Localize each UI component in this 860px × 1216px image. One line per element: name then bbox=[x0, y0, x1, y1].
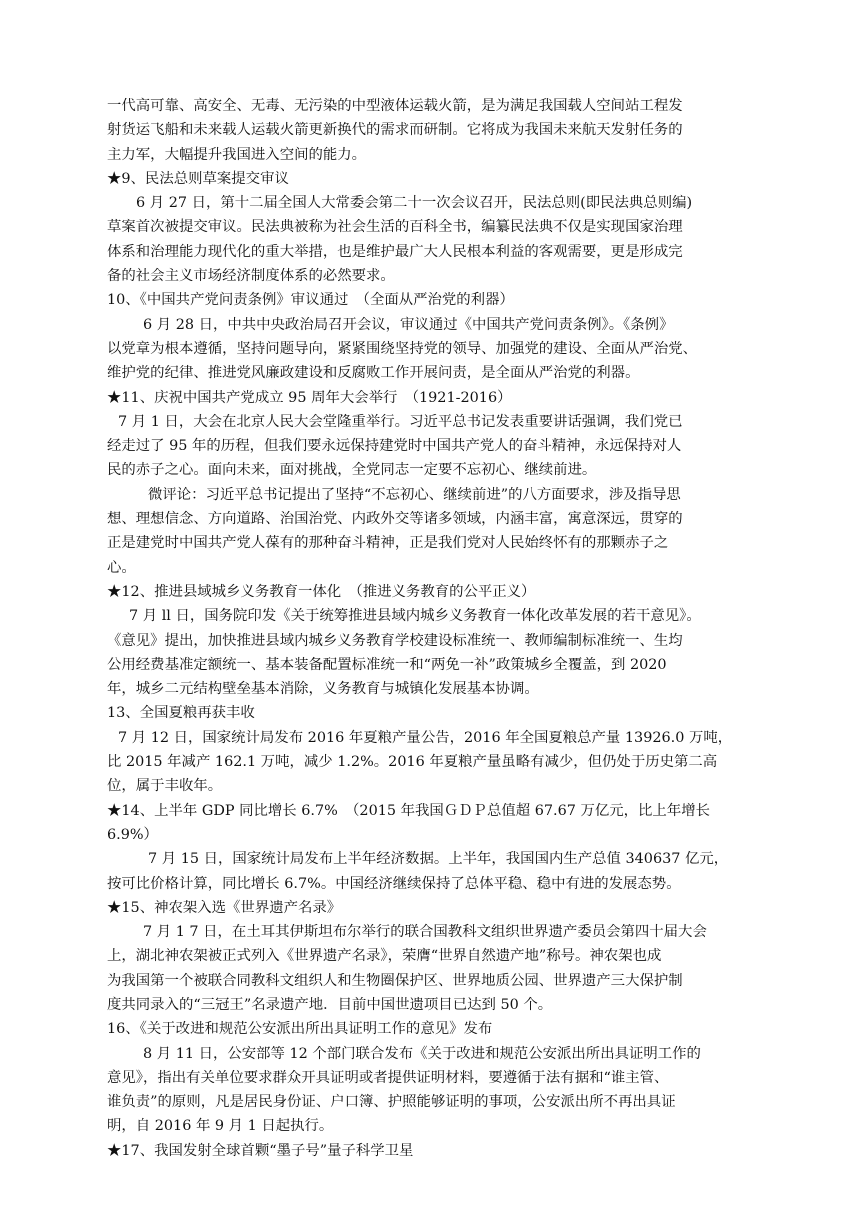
text-line: 一代高可靠、高安全、无毒、无污染的中型液体运载火箭，是为满足我国载人空间站工程发 bbox=[107, 98, 683, 114]
text-line: 《意见》提出，加快推进县域内城乡义务教育学校建设标准统一、教师编制标准统一、生均 bbox=[107, 632, 683, 649]
text-line: 经走过了 95 年的历程，但我们要永远保持建党时中国共产党人的奋斗精神，永远保持对人 bbox=[107, 438, 682, 455]
text-line: 7 月 1 7 日，在土耳其伊斯坦布尔举行的联合国教科文组织世界遗产委员会第四十届大会 bbox=[143, 924, 707, 941]
section-heading: ★12、推进县域城乡义务教育一体化 （推进义务教育的公平正义） bbox=[107, 583, 536, 600]
text-line: 心。 bbox=[107, 559, 136, 576]
text-line: 民的赤子之心。面向未来，面对挑战，全党同志一定要不忘初心、继续前进。 bbox=[107, 462, 597, 479]
document-body bbox=[107, 94, 757, 1163]
text-line: 7 月 15 日，国家统计局发布上半年经济数据。上半年，我国国内生产总值 340637 亿元， bbox=[148, 851, 729, 868]
text-line: 草案首次被提交审议。民法典被称为社会生活的百科全书，编纂民法典不仅是实现国家治理 bbox=[107, 219, 683, 236]
text-line: 比 2015 年减产 162.1 万吨，减少 1.2%。2016 年夏粮产量虽略有减少，但仍处于历史第二高 bbox=[107, 754, 718, 771]
text-line: 意见》，指出有关单位要求群众开具证明或者提供证明材料，要遵循于法有据和“谁主管、 bbox=[107, 1069, 669, 1086]
section-heading: ★11、庆祝中国共产党成立 95 周年大会举行 （1921-2016） bbox=[107, 389, 512, 406]
text-line: 7 月 ll 日，国务院印发《关于统筹推进县域内城乡义务教育一体化改革发展的若干意见》。 bbox=[129, 608, 701, 625]
text-line: 7 月 1 日，大会在北京人民大会堂隆重举行。习近平总书记发表重要讲话强调，我们党已 bbox=[118, 413, 683, 430]
text-line: 6 月 28 日，中共中央政治局召开会议，审议通过《中国共产党问责条例》。《条例》 bbox=[143, 316, 674, 333]
text-line: 年，城乡二元结构壁垒基本消除，义务教育与城镇化发展基本协调。 bbox=[107, 681, 539, 698]
text-line: 6.9%） bbox=[107, 826, 158, 843]
text-line: 为我国第一个被联合同教科文组织人和生物圈保护区、世界地质公园、世界遗产三大保护制 bbox=[107, 972, 683, 989]
text-line: 6 月 27 日，第十二届全国人大常委会第二十一次会议召开，民法总则(即民法典总则编) bbox=[136, 195, 693, 212]
text-line: 维护党的纪律、推进党风廉政建设和反腐败工作开展问责，是全面从严治党的利器。 bbox=[107, 365, 640, 382]
section-heading: ★9、民法总则草案提交审议 bbox=[107, 170, 289, 187]
text-line: 以党章为根本遵循，坚持问题导向，紧紧围绕坚持党的领导、加强党的建设、全面从严治党、 bbox=[107, 340, 698, 357]
text-line: 7 月 12 日，国家统计局发布 2016 年夏粮产量公告，2016 年全国夏粮总产量 13926.0 万吨， bbox=[118, 729, 733, 746]
text-line: 谁负责”的原则，凡是居民身份证、户口簿、护照能够证明的事项，公安派出所不再出具证 bbox=[107, 1094, 676, 1111]
text-line: 备的社会主义市场经济制度体系的必然要求。 bbox=[107, 268, 395, 285]
section-heading: 10、《中国共产党问责条例》审议通过 （全面从严治党的利器） bbox=[107, 292, 514, 309]
text-line: 想、理想信念、方向道路、治国治党、内政外交等诸多领域，内涵丰富，寓意深远，贯穿的 bbox=[107, 511, 683, 528]
section-heading: ★15、神农架入选《世界遗产名录》 bbox=[107, 899, 342, 916]
text-line: 微评论：习近平总书记提出了坚持“不忘初心、继续前进”的八方面要求，涉及指导思 bbox=[148, 486, 681, 503]
text-line: 明，自 2016 年 9 月 1 日起执行。 bbox=[107, 1118, 334, 1135]
text-line: 体系和治理能力现代化的重大举措，也是维护最广大人民根本利益的客观需要，更是形成完 bbox=[107, 243, 683, 260]
section-heading: ★17、我国发射全球首颗“墨子号”量子科学卫星 bbox=[107, 1142, 414, 1159]
text-line: 公用经费基准定额统一、基本装备配置标准统一和“两免一补”政策城乡全覆盖，到 2020 bbox=[107, 656, 667, 673]
text-line: 8 月 11 日，公安部等 12 个部门联合发布《关于改进和规范公安派出所出具证明工作的 bbox=[143, 1045, 701, 1062]
text-line: 正是建党时中国共产党人葆有的那种奋斗精神，正是我们党对人民始终怀有的那颗赤子之 bbox=[107, 535, 669, 552]
section-heading: 16、《关于改进和规范公安派出所出具证明工作的意见》发布 bbox=[107, 1021, 493, 1038]
text-line: 度共同录入的“三冠王”名录遗产地．目前中国世遗项目已达到 50 个。 bbox=[107, 996, 553, 1013]
section-heading: 13、全国夏粮再获丰收 bbox=[107, 705, 255, 722]
text-line: 位，属于丰收年。 bbox=[107, 778, 223, 795]
section-heading: ★14、上半年 GDP 同比增长 6.7% （2015 年我国ＧＤＰ总值超 67.67 万亿元，比上年增长 bbox=[107, 802, 710, 819]
text-line: 按可比价格计算，同比增长 6.7%。中国经济继续保持了总体平稳、稳中有进的发展态势。 bbox=[107, 875, 681, 892]
text-line: 上，湖北神农架被正式列入《世界遗产名录》，荣膺“世界自然遗产地”称号。神农架也成 bbox=[107, 948, 662, 965]
text-line: 射货运飞船和未来载人运载火箭更新换代的需求而研制。它将成为我国未来航天发射任务的 bbox=[107, 122, 683, 139]
text-line: 主力军，大幅提升我国进入空间的能力。 bbox=[107, 146, 367, 163]
